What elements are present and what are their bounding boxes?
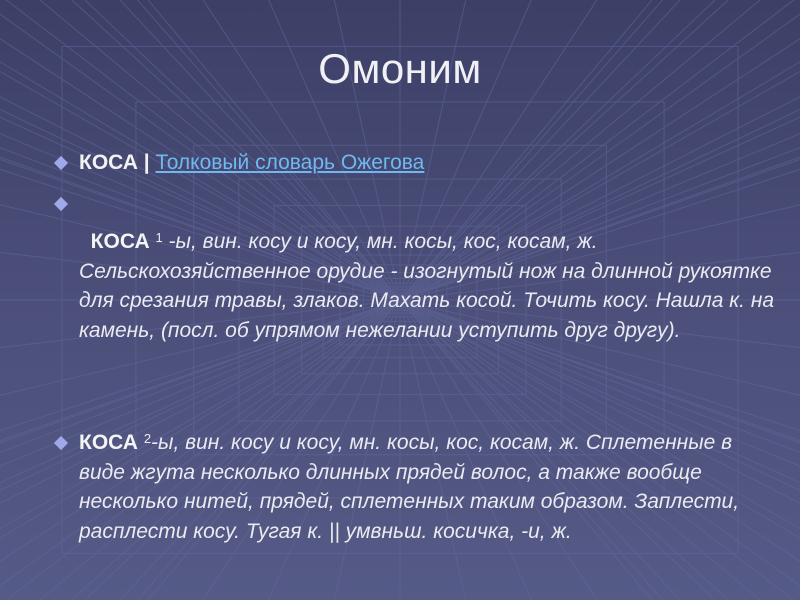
entry-2-headword: КОСА xyxy=(79,431,138,454)
ozhegov-dictionary-link[interactable]: Толковый словарь Ожегова xyxy=(155,151,425,174)
definition-entry-1 xyxy=(79,227,779,345)
bullet-icon xyxy=(54,156,68,170)
source-word: КОСА xyxy=(79,151,138,174)
bullet-icon xyxy=(54,197,68,211)
entry-2-text: -ы, вин. косу и косу, мн. косы, кос, косам, ж. Сплетенные в виде жгута несколько длинных прядей волос, а также вообще несколько нитей, прядей, сплетенных таким образом. Заплести, расплести косу. Тугая к. || умвньш. косичка, -и, ж. xyxy=(79,431,740,543)
bullet-icon xyxy=(54,436,68,450)
slide-title: Омоним xyxy=(318,45,482,92)
dictionary-source-line xyxy=(79,151,424,175)
entry-1-headword: КОСА xyxy=(90,230,150,253)
entry-2-number: 2 xyxy=(143,431,152,446)
definition-entry-2 xyxy=(79,428,779,546)
entry-1-number: 1 xyxy=(155,230,163,245)
entry-1-text: -ы, вин. косу и косу, мн. косы, кос, косам, ж. Сельскохозяйственное орудие - изогнутый нож на длинной рукоятке для срезания травы, злаков. Махать косой. Точить косу. Нашла к. на камень, (посл. об упрямом нежелании уступить друг другу). xyxy=(79,230,775,342)
source-separator: | xyxy=(137,151,156,174)
